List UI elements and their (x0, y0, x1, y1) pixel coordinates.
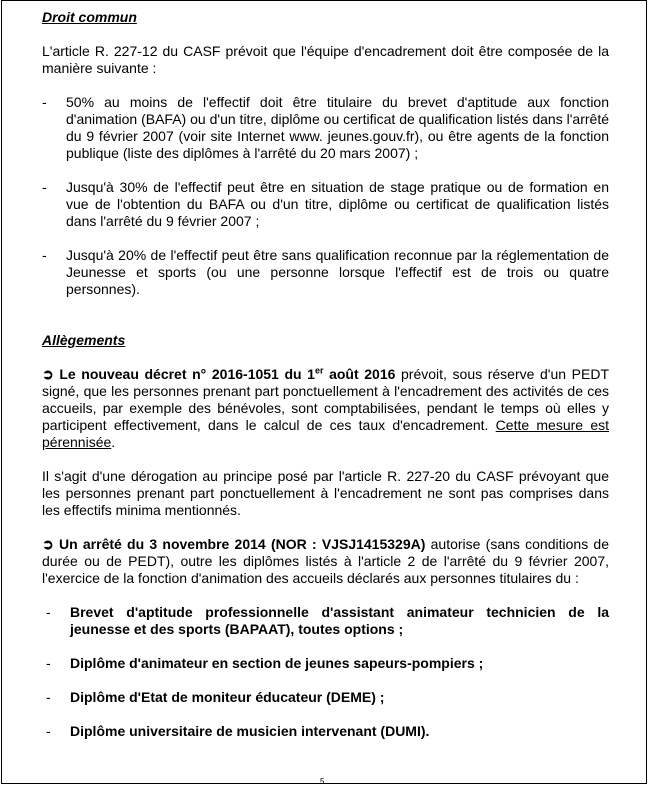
document-body (42, 9, 609, 757)
perennial-note: Cette mesure est pérennisée (42, 417, 609, 450)
list-item (42, 247, 609, 298)
list-item (42, 689, 609, 706)
list-item (42, 604, 609, 638)
diploma-text: Brevet d'aptitude professionnelle d'assistant animateur technicien de la jeunesse et des sports (BAPAAT), toutes options ; (70, 604, 609, 637)
diplomas-list (42, 604, 609, 740)
bullet-dash: - (42, 179, 47, 195)
diploma-text: Diplôme universitaire de musicien intervenant (DUMI). (70, 723, 430, 739)
ordinal-sup: er (314, 365, 324, 376)
intro-paragraph: L'article R. 227-12 du CASF prévoit que l'équipe d'encadrement doit être composée de la manière suivante : (42, 43, 609, 76)
arrete-title: Un arrêté du 3 novembre 2014 (NOR : VJSJ1415329A) (58, 536, 426, 552)
arrete-text: autorise (sans conditions de durée ou de PEDT), outre les diplômes listés à l'article 2 de l'arrêté du 9 février 2007, l'exercice de la fonction d'animation des accueils déclarés aux personnes titulaires du : (42, 536, 610, 586)
arrow-bullet-icon: ➲ (42, 366, 54, 382)
arrow-bullet-icon: ➲ (42, 536, 54, 552)
page-number: 5 (320, 777, 325, 786)
decree-title: Le nouveau décret n° 2016-1051 du 1 (59, 366, 315, 382)
spacer (42, 315, 609, 332)
arrete-paragraph (42, 536, 609, 587)
list-item-text: Jusqu'à 20% de l'effectif peut être sans qualification reconnue par la réglementation de Jeunesse et sports (ou une personne lorsque l'effectif est de trois ou quatre personnes). (66, 247, 609, 297)
derogation-paragraph: Il s'agit d'une dérogation au principe posé par l'article R. 227-20 du CASF prévoyant que les personnes prenant part ponctuellement à l'encadrement ne sont pas comprises dans les effectifs minima mentionnés. (42, 468, 609, 518)
list-item (42, 723, 609, 740)
period: . (111, 434, 116, 450)
list-item-text: 50% au moins de l'effectif doit être titulaire du brevet d'aptitude aux fonction d'animation (BAFA) ou d'un titre, diplôme ou certificat de qualification listés dans l'arrêté du 9 février 2007 (voir site Internet www. jeunes.gouv.fr), ou être agents de la fonction publique (liste des diplômes à l'arrêté du 20 mars 2007) ; (66, 94, 609, 161)
staffing-rules-list (42, 94, 609, 298)
bullet-dash: - (46, 723, 51, 739)
diploma-text: Diplôme d'animateur en section de jeunes sapeurs-pompiers ; (70, 655, 484, 671)
bullet-dash: - (42, 94, 47, 110)
list-item (42, 179, 609, 230)
bullet-dash: - (46, 689, 51, 705)
decree-text: prévoit, sous réserve d'un PEDT signé, que les personnes prenant part ponctuellement à l'encadrement des activités de ces accueils, par exemple des bénévoles, sont comptabilisées, pendant le temps où elles y participent effectivement, dans le calcul de ces taux d'encadrement. (42, 366, 610, 433)
heading-allegements: Allègements (42, 332, 126, 348)
decree-date: août 2016 (323, 366, 396, 382)
decree-paragraph (42, 366, 609, 451)
bullet-dash: - (46, 604, 51, 620)
list-item (42, 94, 609, 162)
page-frame (1, 0, 647, 784)
diploma-text: Diplôme d'Etat de moniteur éducateur (DEME) ; (70, 689, 385, 705)
list-item-text: Jusqu'à 30% de l'effectif peut être en situation de stage pratique ou de formation en vue de l'obtention du BAFA ou d'un titre, diplôme ou certificat de qualification listés dans l'arrêté du 9 février 2007 ; (66, 179, 609, 229)
bullet-dash: - (42, 247, 47, 263)
list-item (42, 655, 609, 672)
bullet-dash: - (46, 655, 51, 671)
heading-droit-commun: Droit commun (42, 9, 137, 25)
